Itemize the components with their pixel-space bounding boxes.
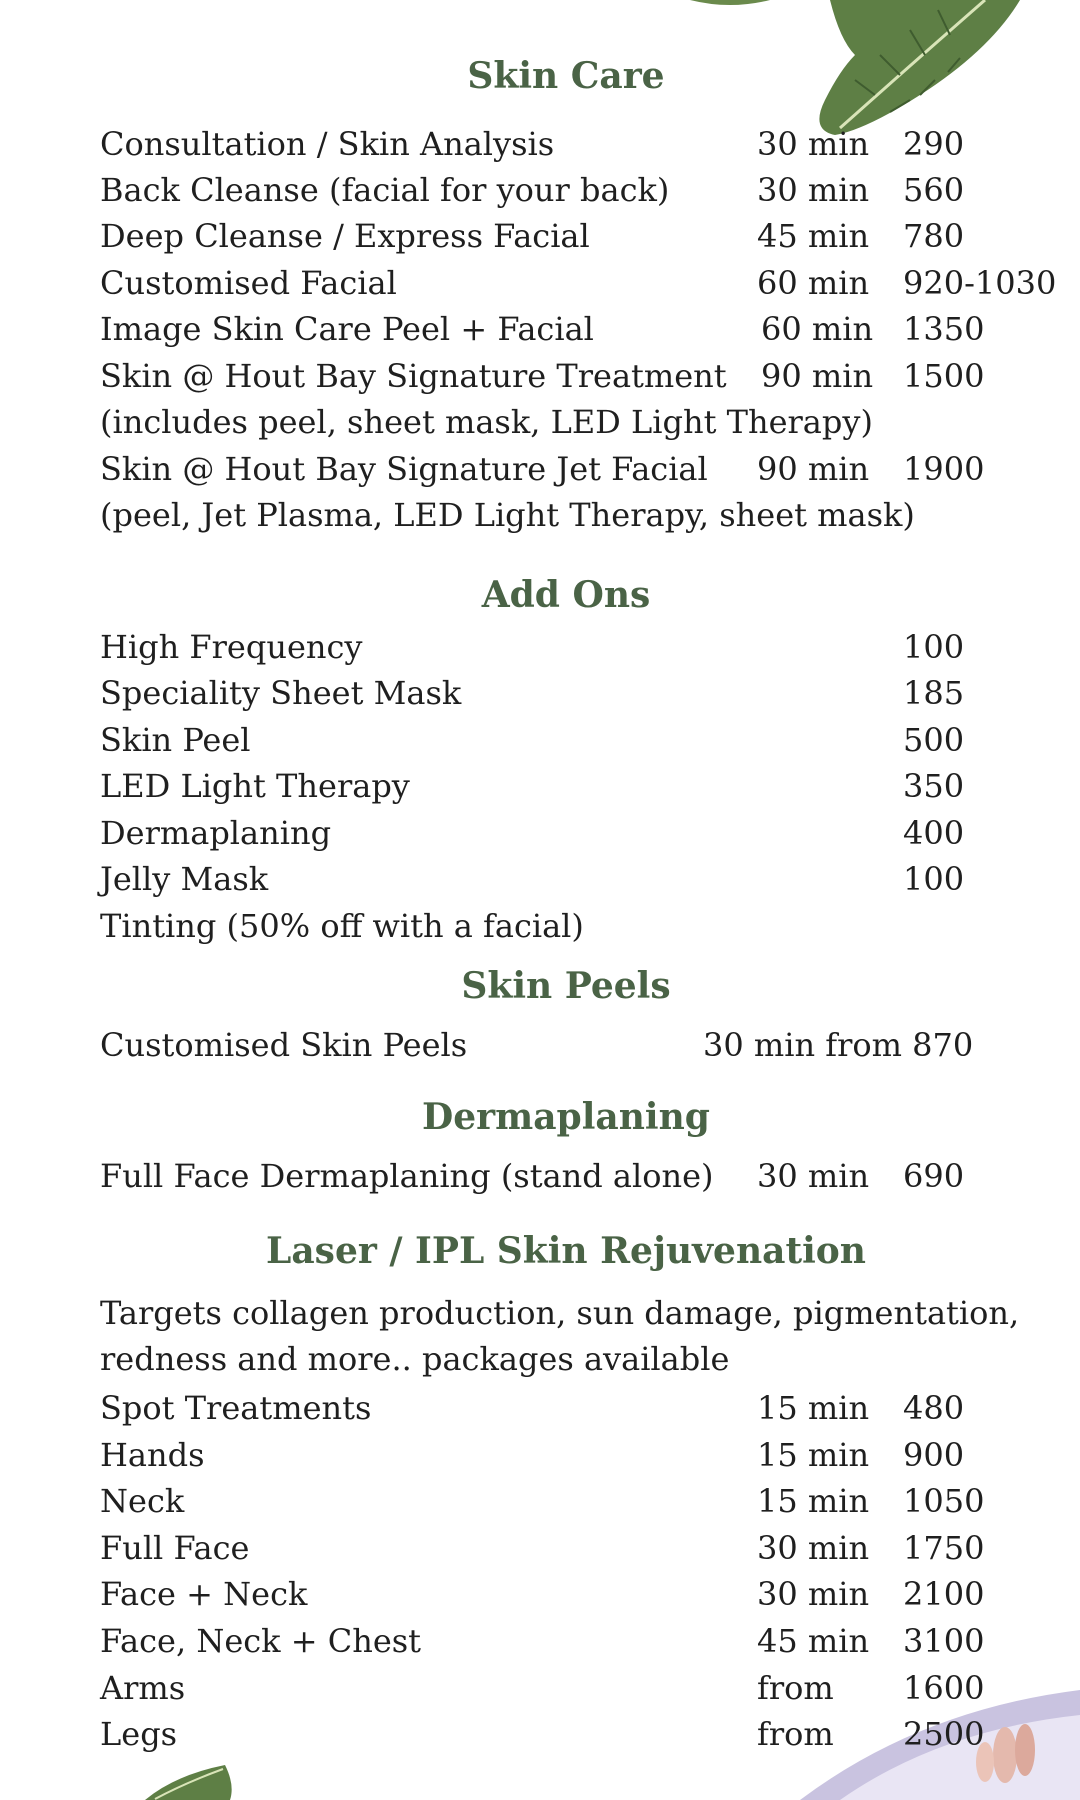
service-price: 1750 xyxy=(903,1529,985,1567)
service-note xyxy=(0,495,1080,535)
addon-name: Dermaplaning xyxy=(100,814,332,852)
service-row xyxy=(0,1435,1080,1475)
service-duration: 30 min xyxy=(757,125,870,163)
service-row xyxy=(0,309,1080,349)
service-row xyxy=(0,1668,1080,1708)
addon-price: 100 xyxy=(903,860,965,898)
service-row xyxy=(0,1528,1080,1568)
section-heading-add-ons: Add Ons xyxy=(481,574,651,616)
service-note-text: (includes peel, sheet mask, LED Light Therapy) xyxy=(100,403,873,441)
addon-row xyxy=(0,673,1080,713)
service-duration: 15 min xyxy=(757,1389,870,1427)
service-name: Full Face xyxy=(100,1529,250,1567)
section-description: redness and more.. packages available xyxy=(100,1340,730,1378)
service-duration: 90 min xyxy=(761,357,874,395)
service-price: 3100 xyxy=(903,1622,985,1660)
section-heading-skin-care: Skin Care xyxy=(467,55,665,97)
addon-price: 185 xyxy=(903,674,965,712)
service-name: Skin @ Hout Bay Signature Jet Facial xyxy=(100,450,708,488)
service-name: Full Face Dermaplaning (stand alone) xyxy=(100,1157,714,1195)
service-name: Skin @ Hout Bay Signature Treatment xyxy=(100,357,727,395)
service-price: 1900 xyxy=(903,450,985,488)
service-duration: 15 min xyxy=(757,1482,870,1520)
service-duration: 30 min xyxy=(757,1529,870,1567)
service-name: Neck xyxy=(100,1482,185,1520)
service-duration: 30 min xyxy=(757,1575,870,1613)
service-duration: 30 min xyxy=(757,171,870,209)
service-price: 1500 xyxy=(903,357,985,395)
addon-price: 100 xyxy=(903,628,965,666)
service-row xyxy=(0,170,1080,210)
addon-row xyxy=(0,813,1080,853)
service-row xyxy=(0,1621,1080,1661)
service-duration: 60 min xyxy=(761,310,874,348)
service-duration: 90 min xyxy=(757,450,870,488)
service-price: 690 xyxy=(903,1157,965,1195)
service-row xyxy=(0,1388,1080,1428)
service-duration-price: 30 min from 870 xyxy=(703,1026,974,1064)
service-row xyxy=(0,1481,1080,1521)
service-price: 290 xyxy=(903,125,965,163)
addon-name: Tinting (50% off with a facial) xyxy=(100,907,584,945)
addon-price: 400 xyxy=(903,814,965,852)
service-duration: 45 min xyxy=(757,217,870,255)
addon-row xyxy=(0,627,1080,667)
service-row xyxy=(0,124,1080,164)
service-price: 1350 xyxy=(903,310,985,348)
service-duration: 45 min xyxy=(757,1622,870,1660)
service-name: Arms xyxy=(100,1669,186,1707)
addon-row xyxy=(0,859,1080,899)
service-row xyxy=(0,263,1080,303)
service-note xyxy=(0,402,1080,442)
service-row xyxy=(0,1156,1080,1196)
service-name: Legs xyxy=(100,1715,178,1753)
addon-name: High Frequency xyxy=(100,628,363,666)
service-duration: 60 min xyxy=(757,264,870,302)
service-name: Hands xyxy=(100,1436,205,1474)
service-name: Image Skin Care Peel + Facial xyxy=(100,310,594,348)
addon-row xyxy=(0,906,1080,946)
service-price: 1050 xyxy=(903,1482,985,1520)
addon-row xyxy=(0,720,1080,760)
addon-price: 350 xyxy=(903,767,965,805)
addon-name: Speciality Sheet Mask xyxy=(100,674,462,712)
service-name: Deep Cleanse / Express Facial xyxy=(100,217,590,255)
addon-price: 500 xyxy=(903,721,965,759)
service-name: Back Cleanse (facial for your back) xyxy=(100,171,670,209)
addon-name: Skin Peel xyxy=(100,721,251,759)
service-price: 2500 xyxy=(903,1715,985,1753)
addon-name: Jelly Mask xyxy=(100,860,269,898)
service-note-text: (peel, Jet Plasma, LED Light Therapy, sheet mask) xyxy=(100,496,915,534)
service-row xyxy=(0,449,1080,489)
service-name: Face + Neck xyxy=(100,1575,308,1613)
service-name: Customised Facial xyxy=(100,264,397,302)
service-price: 560 xyxy=(903,171,965,209)
service-name: Customised Skin Peels xyxy=(100,1026,468,1064)
section-heading-skin-peels: Skin Peels xyxy=(461,965,671,1007)
service-duration: from xyxy=(757,1669,834,1707)
service-duration: 30 min xyxy=(757,1157,870,1195)
service-price: 2100 xyxy=(903,1575,985,1613)
service-price: 1600 xyxy=(903,1669,985,1707)
service-price: 900 xyxy=(903,1436,965,1474)
service-price: 780 xyxy=(903,217,965,255)
addon-name: LED Light Therapy xyxy=(100,767,410,805)
section-description: Targets collagen production, sun damage, pigmentation, xyxy=(100,1294,1020,1332)
service-duration: 15 min xyxy=(757,1436,870,1474)
service-duration: from xyxy=(757,1715,834,1753)
section-heading-laser-ipl: Laser / IPL Skin Rejuvenation xyxy=(266,1230,866,1272)
service-price: 480 xyxy=(903,1389,965,1427)
service-name: Consultation / Skin Analysis xyxy=(100,125,555,163)
service-row xyxy=(0,1025,1080,1065)
service-row xyxy=(0,216,1080,256)
service-name: Spot Treatments xyxy=(100,1389,372,1427)
service-row xyxy=(0,356,1080,396)
section-heading-dermaplaning: Dermaplaning xyxy=(422,1096,710,1138)
service-row xyxy=(0,1574,1080,1614)
service-name: Face, Neck + Chest xyxy=(100,1622,422,1660)
service-row xyxy=(0,1714,1080,1754)
addon-row xyxy=(0,766,1080,806)
service-price: 920-1030 xyxy=(903,264,1057,302)
